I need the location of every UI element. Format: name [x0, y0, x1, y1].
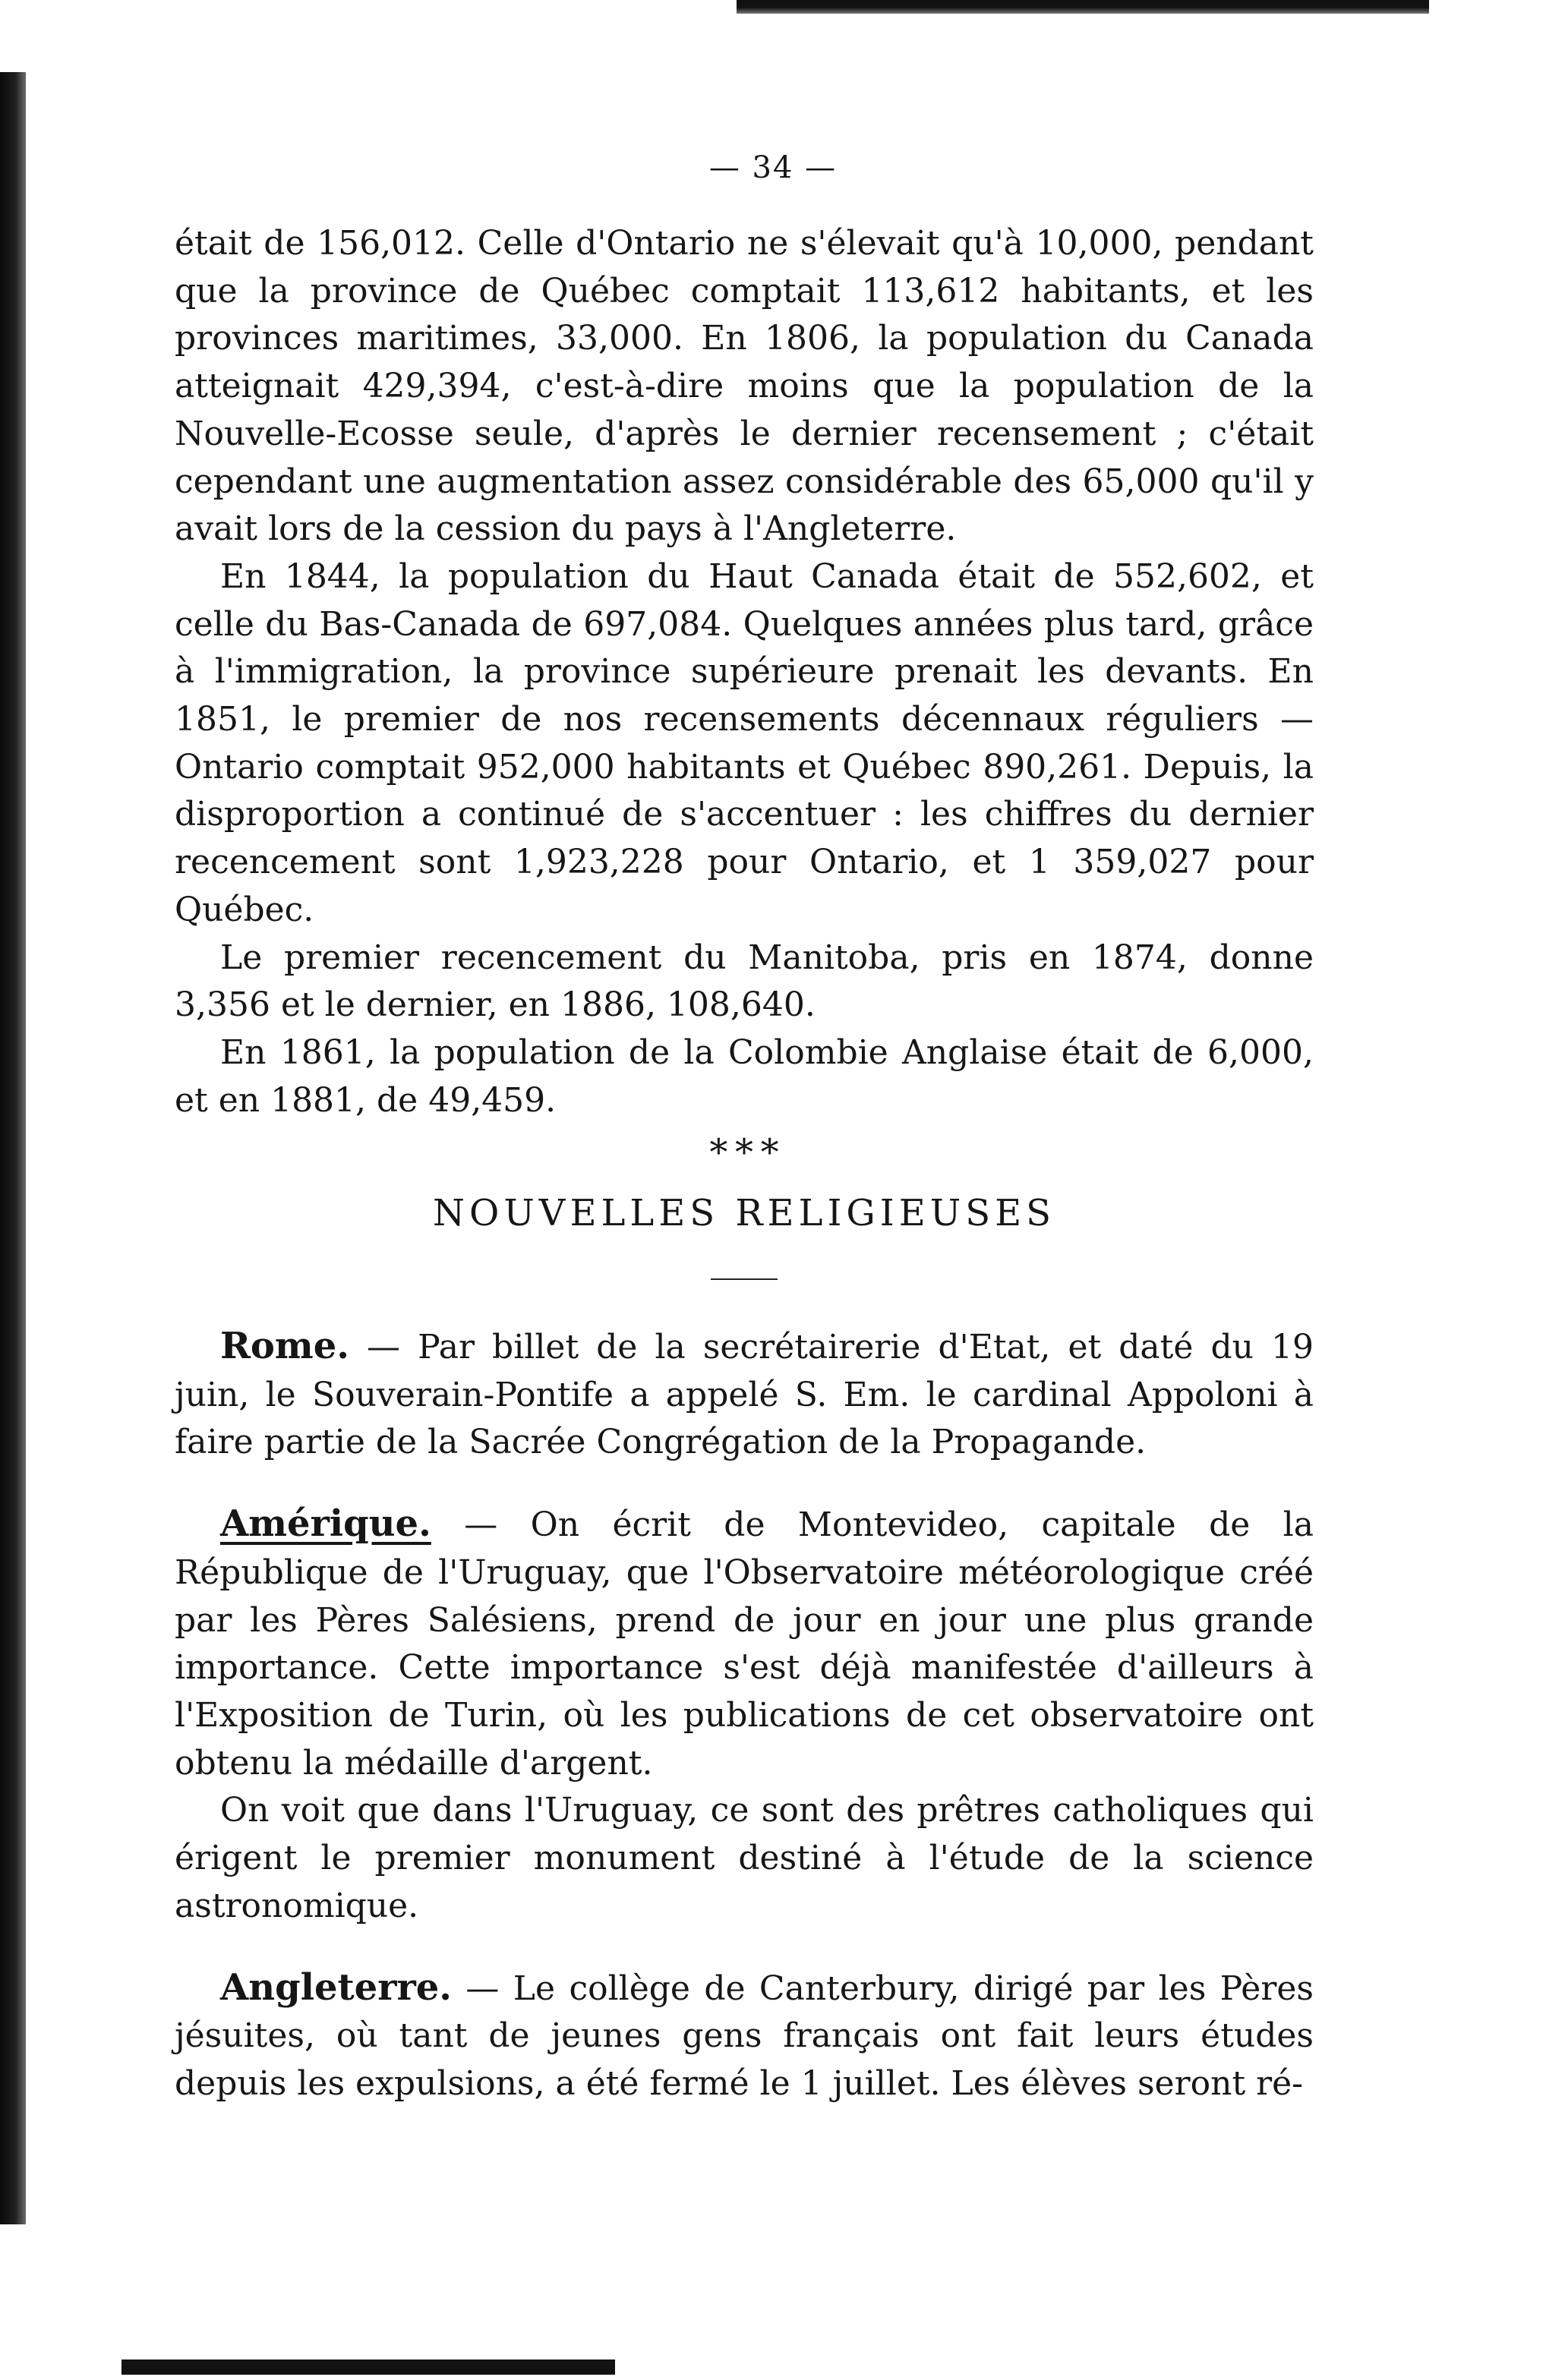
news-text-continued: On voit que dans l'Uruguay, ce sont des prêtres catholiques qui érigent le premier monument destiné à l'étude de la science astronomique. — [175, 1791, 1314, 1925]
paragraph: En 1844, la population du Haut Canada était de 552,602, et celle du Bas-Canada de 697,084. Quelques années plus tard, grâce à l'immigration, la province supérieure prenait les devants. En 1851, le premier de nos recensements décennaux réguliers — Ontario comptait 952,000 habitants et Québec 890,261. Depuis, la disproportion a continué de s'accentuer : les chiffres du dernier recencement sont 1,923,228 pour Ontario, et 1 359,027 pour Québec. — [175, 556, 1314, 929]
news-dash: — — [349, 1328, 418, 1367]
section-separator-stars: * * * — [709, 1131, 779, 1174]
paragraph: Le premier recencement du Manitoba, pris en 1874, donne 3,356 et le dernier, en 1886, 108,640. — [175, 938, 1314, 1025]
scan-bottom-edge — [121, 2360, 615, 2375]
news-text: Le collège de Canterbury, dirigé par les Pères jésuites, où tant de jeunes gens français ont fait leurs études depuis les expulsions, a été fermé le 1 juillet. Les élèves seront ré- — [175, 1969, 1314, 2103]
scan-top-edge — [737, 0, 1429, 14]
news-item-amerique — [175, 1500, 1314, 1930]
news-dash: — — [452, 1969, 513, 2008]
news-title: Rome. — [220, 1325, 349, 1368]
news-text: On écrit de Montevideo, capitale de la République de l'Uruguay, que l'Observatoire météorologique créé par les Pères Salésiens, prend de jour en jour une plus grande importance. Cette importance s'est déjà manifestée d'ailleurs à l'Exposition de Turin, où les publications de cet observatoire ont obtenu la médaille d'argent. — [175, 1505, 1314, 1783]
news-item-angleterre — [175, 1964, 1314, 2108]
page-body — [175, 220, 1314, 2108]
scan-left-edge — [0, 72, 26, 2224]
news-item-rome — [175, 1322, 1314, 1467]
news-text: Par billet de la secrétairerie d'Etat, et daté du 19 juin, le Souverain-Pontife a appelé S. Em. le cardinal Appoloni à faire partie de la Sacrée Congrégation de la Propagande. — [175, 1328, 1314, 1462]
news-dash: — — [431, 1505, 531, 1545]
paragraph: était de 156,012. Celle d'Ontario ne s'élevait qu'à 10,000, pendant que la province de Québec comptait 113,612 habitants, et les provinces maritimes, 33,000. En 1806, la population du Canada atteignait 429,394, c'est-à-dire moins que la population de la Nouvelle-Ecosse seule, d'après le dernier recensement ; c'était cependant une augmentation assez considérable des 65,000 qu'il y avait lors de la cession du pays à l'Angleterre. — [175, 224, 1314, 549]
section-title: NOUVELLES RELIGIEUSES — [432, 1192, 1056, 1235]
page-number: — 34 — — [708, 150, 838, 185]
paragraph: En 1861, la population de la Colombie Anglaise était de 6,000, et en 1881, de 49,459. — [175, 1032, 1314, 1120]
news-title: Angleterre. — [220, 1965, 453, 2009]
title-rule — [711, 1278, 778, 1280]
news-title: Amérique. — [220, 1502, 431, 1546]
